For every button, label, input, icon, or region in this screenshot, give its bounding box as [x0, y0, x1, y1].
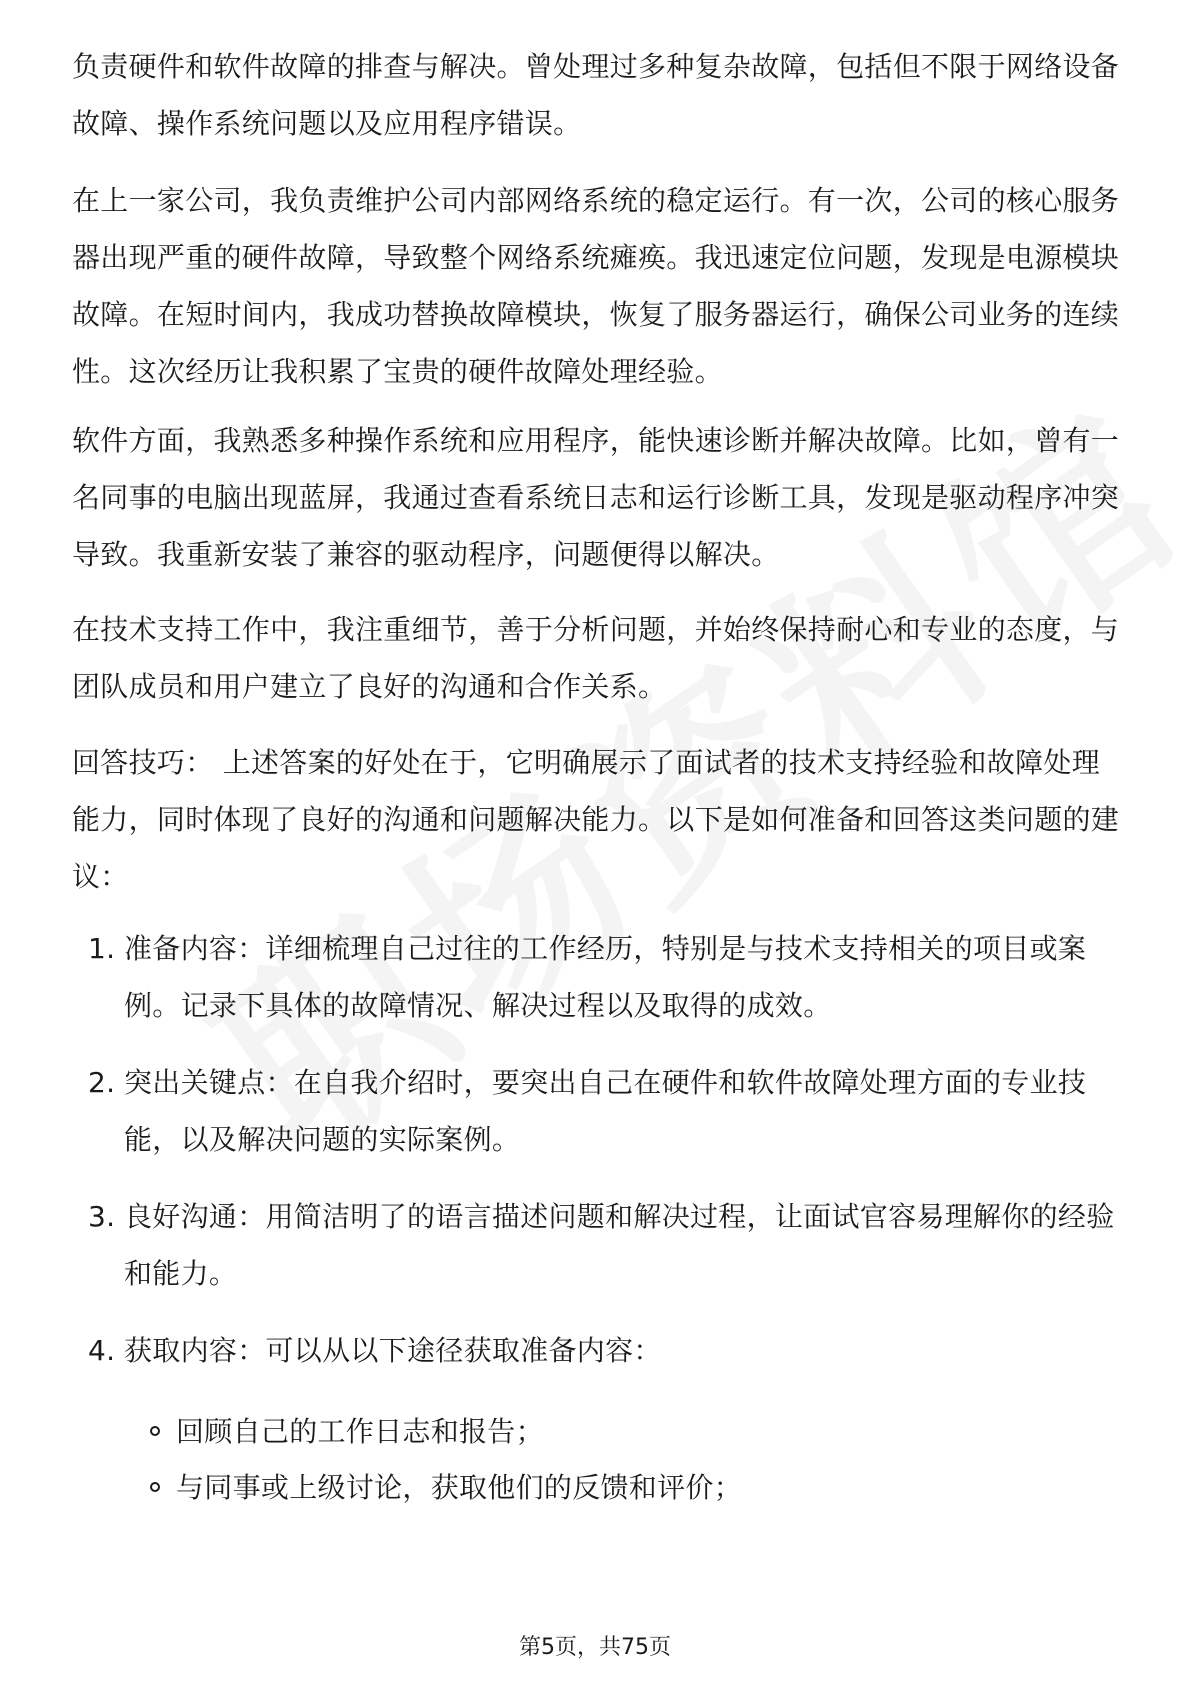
- bullet-circle-icon: [150, 1482, 160, 1492]
- list-item-number: 4.: [88, 1334, 116, 1367]
- list-item-text: 突出关键点：在自我介绍时，要突出自己在硬件和软件故障处理方面的专业技能，以及解决问题的实际案例。: [124, 1066, 1087, 1156]
- list-item-number: 3.: [88, 1200, 116, 1233]
- list-item: [72, 1188, 1122, 1302]
- paragraph-hardware-experience: 在上一家公司，我负责维护公司内部网络系统的稳定运行。有一次，公司的核心服务器出现严重的硬件故障，导致整个网络系统瘫痪。我迅速定位问题，发现是电源模块故障。在短时间内，我成功替换故障模块，恢复了服务器运行，确保公司业务的连续性。这次经历让我积累了宝贵的硬件故障处理经验。: [72, 184, 1120, 388]
- list-item-text: 准备内容：详细梳理自己过往的工作经历，特别是与技术支持相关的项目或案例。记录下具体的故障情况、解决过程以及取得的成效。: [124, 932, 1087, 1022]
- sub-list-item: [176, 1403, 1116, 1460]
- paragraph-answer-tips: 回答技巧： 上述答案的好处在于，它明确展示了面试者的技术支持经验和故障处理能力，同时体现了良好的沟通和问题解决能力。以下是如何准备和回答这类问题的建议：: [72, 746, 1120, 893]
- paragraph-software-experience: 软件方面，我熟悉多种操作系统和应用程序，能快速诊断并解决故障。比如，曾有一名同事的电脑出现蓝屏，我通过查看系统日志和运行诊断工具，发现是驱动程序冲突导致。我重新安装了兼容的驱动程序，问题便得以解决。: [72, 424, 1120, 571]
- list-item: [72, 1054, 1122, 1168]
- list-item: [72, 920, 1122, 1034]
- list-item: [72, 1322, 1122, 1379]
- sub-list-item-text: 回顾自己的工作日志和报告；: [176, 1415, 544, 1448]
- list-item-text: 获取内容：可以从以下途径获取准备内容：: [124, 1334, 662, 1367]
- list-item-number: 2.: [88, 1066, 116, 1099]
- bullet-circle-icon: [150, 1426, 160, 1436]
- paragraph-work-attitude: 在技术支持工作中，我注重细节，善于分析问题，并始终保持耐心和专业的态度，与团队成员和用户建立了良好的沟通和合作关系。: [72, 613, 1120, 703]
- page-number-footer: 第5页，共75页: [519, 1635, 671, 1660]
- sub-list-item-text: 与同事或上级讨论，获取他们的反馈和评价；: [176, 1471, 743, 1504]
- list-item-text: 良好沟通：用简洁明了的语言描述问题和解决过程，让面试官容易理解你的经验和能力。: [124, 1200, 1115, 1290]
- paragraph-intro: 负责硬件和软件故障的排查与解决。曾处理过多种复杂故障，包括但不限于网络设备故障、操作系统问题以及应用程序错误。: [72, 50, 1120, 140]
- sub-list-item: [176, 1459, 1116, 1516]
- list-item-number: 1.: [88, 932, 116, 965]
